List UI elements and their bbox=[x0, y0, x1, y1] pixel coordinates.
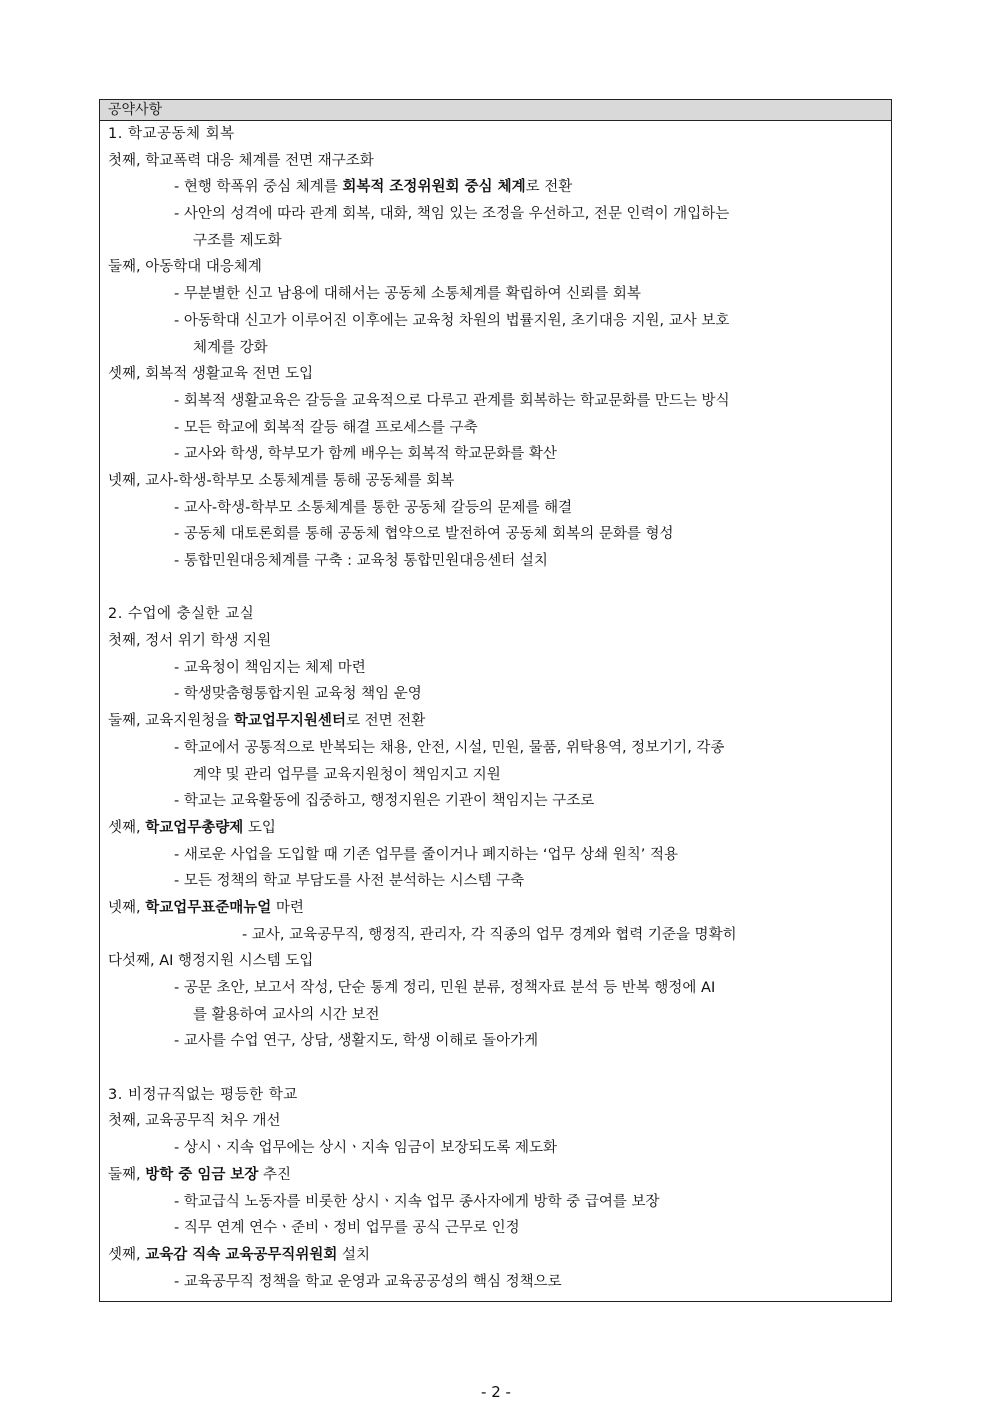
bullet: - 학교에서 공통적으로 반복되는 채용, 안전, 시설, 민원, 물품, 위탁용역, 정보기기, 각종 bbox=[174, 739, 725, 756]
bullet: - 학생맞춤형통합지원 교육청 책임 운영 bbox=[174, 686, 422, 703]
bullet: - 교육공무직 정책을 학교 운영과 교육공공성의 핵심 정책으로 bbox=[174, 1273, 562, 1290]
item-heading: 둘째, 교육지원청을 학교업무지원센터로 전면 전환 bbox=[108, 713, 426, 730]
bullet-continuation: 를 활용하여 교사의 시간 보전 bbox=[193, 1006, 380, 1023]
bullet: - 직무 연계 연수ㆍ준비ㆍ정비 업무를 공식 근무로 인정 bbox=[174, 1220, 520, 1237]
box-header: 공약사항 bbox=[100, 100, 891, 121]
section-title: 2. 수업에 충실한 교실 bbox=[108, 606, 255, 623]
bullet: - 상시ㆍ지속 업무에는 상시ㆍ지속 임금이 보장되도록 제도화 bbox=[174, 1140, 558, 1157]
bullet: - 공동체 대토론회를 통해 공동체 협약으로 발전하여 공동체 회복의 문화를 형성 bbox=[174, 526, 674, 543]
item-heading: 셋째, 교육감 직속 교육공무직위원회 설치 bbox=[108, 1246, 371, 1263]
bullet: - 학교급식 노동자를 비롯한 상시ㆍ지속 업무 종사자에게 방학 중 급여를 보장 bbox=[174, 1193, 660, 1210]
spacer bbox=[108, 575, 883, 602]
bullet-continuation: 계약 및 관리 업무를 교육지원청이 책임지고 지원 bbox=[193, 766, 501, 783]
bullet: - 현행 학폭위 중심 체계를 회복적 조정위원회 중심 체계로 전환 bbox=[174, 179, 573, 196]
bullet: - 회복적 생활교육은 갈등을 교육적으로 다루고 관계를 회복하는 학교문화를 만드는 방식 bbox=[174, 392, 730, 409]
bullet: - 학교는 교육활동에 집중하고, 행정지원은 기관이 책임지는 구조로 bbox=[174, 793, 595, 810]
bullet: - 교사를 수업 연구, 상담, 생활지도, 학생 이해로 돌아가게 bbox=[174, 1033, 539, 1050]
bullet: - 사안의 성격에 따라 관계 회복, 대화, 책임 있는 조정을 우선하고, 전문 인력이 개입하는 bbox=[174, 206, 730, 223]
item-heading: 둘째, 아동학대 대응체계 bbox=[108, 259, 262, 276]
bullet: - 교육청이 책임지는 체제 마련 bbox=[174, 659, 366, 676]
item-heading: 둘째, 방학 중 임금 보장 추진 bbox=[108, 1166, 292, 1183]
bullet: - 교사, 교육공무직, 행정직, 관리자, 각 직종의 업무 경계와 협력 기준을 명확히 bbox=[242, 926, 737, 943]
section-title: 3. 비정규직없는 평등한 학교 bbox=[108, 1086, 298, 1103]
item-heading: 셋째, 학교업무총량제 도입 bbox=[108, 819, 276, 836]
pledge-box bbox=[99, 99, 892, 1302]
section-title: 1. 학교공동체 회복 bbox=[108, 126, 235, 142]
item-heading: 첫째, 학교폭력 대응 체계를 전면 재구조화 bbox=[108, 152, 374, 169]
page-number: - 2 - bbox=[481, 1383, 511, 1401]
bullet: - 아동학대 신고가 이루어진 이후에는 교육청 차원의 법률지원, 초기대응 지원, 교사 보호 bbox=[174, 312, 730, 329]
item-heading: 다섯째, AI 행정지원 시스템 도입 bbox=[108, 953, 314, 970]
bullet: - 교사-학생-학부모 소통체계를 통한 공동체 갈등의 문제를 해결 bbox=[174, 499, 573, 516]
bullet-continuation: 체계를 강화 bbox=[193, 339, 268, 356]
item-heading: 넷째, 학교업무표준매뉴얼 마련 bbox=[108, 899, 304, 916]
item-heading: 셋째, 회복적 생활교육 전면 도입 bbox=[108, 366, 314, 383]
item-heading: 첫째, 교육공무직 처우 개선 bbox=[108, 1113, 281, 1130]
bullet-continuation: 구조를 제도화 bbox=[193, 232, 282, 249]
bullet: - 무분별한 신고 남용에 대해서는 공동체 소통체계를 확립하여 신뢰를 회복 bbox=[174, 286, 641, 303]
box-content bbox=[100, 121, 891, 1295]
item-heading: 첫째, 정서 위기 학생 지원 bbox=[108, 633, 272, 650]
bullet: - 새로운 사업을 도입할 때 기존 업무를 줄이거나 폐지하는 ‘업무 상쇄 원칙’ 적용 bbox=[174, 846, 678, 863]
bullet: - 통합민원대응체계를 구축 : 교육청 통합민원대응센터 설치 bbox=[174, 553, 548, 569]
bullet: - 교사와 학생, 학부모가 함께 배우는 회복적 학교문화를 확산 bbox=[174, 446, 557, 463]
item-heading: 넷째, 교사-학생-학부모 소통체계를 통해 공동체를 회복 bbox=[108, 472, 455, 489]
bullet: - 모든 학교에 회복적 갈등 해결 프로세스를 구축 bbox=[174, 419, 478, 436]
bullet: - 모든 정책의 학교 부담도를 사전 분석하는 시스템 구축 bbox=[174, 873, 525, 890]
bullet: - 공문 초안, 보고서 작성, 단순 통계 정리, 민원 분류, 정책자료 분석 등 반복 행정에 AI bbox=[174, 980, 716, 996]
spacer bbox=[108, 1055, 883, 1082]
